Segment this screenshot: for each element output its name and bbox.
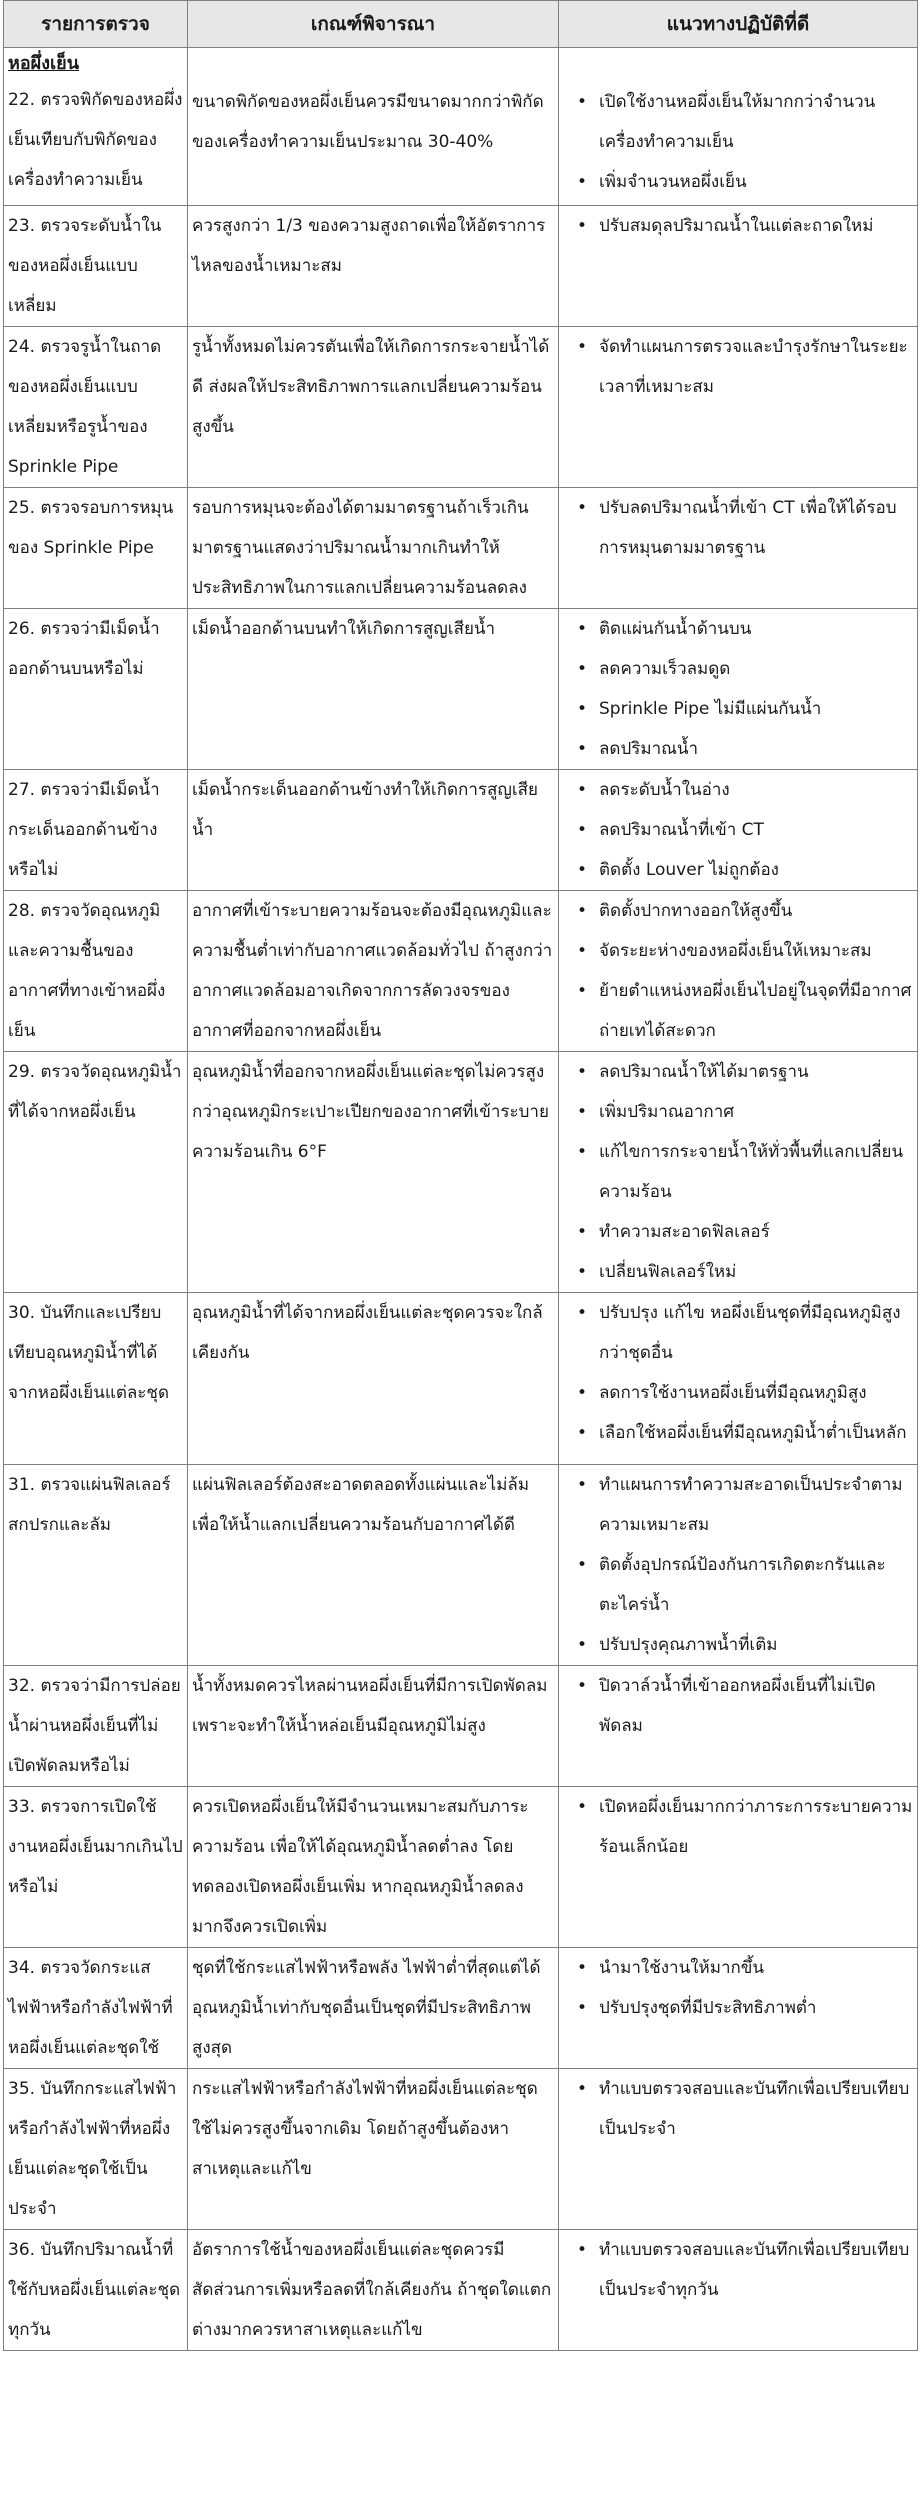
bullet-icon: • (577, 1383, 588, 1403)
good-practice-cell (559, 891, 918, 1052)
list-item (577, 891, 917, 931)
inspection-item-cell (4, 770, 188, 891)
inspection-item-text: 34. ตรวจวัดกระแสไฟฟ้าหรือกำลังไฟฟ้าที่หอผึ่งเย็นแต่ละชุดใช้ (8, 1958, 173, 2058)
bullet-icon: • (577, 1222, 588, 1242)
bullet-icon: • (577, 699, 588, 719)
inspection-item-cell (4, 1948, 188, 2069)
inspection-item-cell (4, 206, 188, 327)
good-practice-cell (559, 2230, 918, 2351)
good-practice-text: ปิดวาล์วน้ำที่เข้าออกหอผึ่งเย็นที่ไม่เปิดพัดลม (599, 1676, 876, 1736)
inspection-item-cell (4, 2230, 188, 2351)
good-practice-cell (559, 770, 918, 891)
inspection-item-cell (4, 488, 188, 609)
good-practice-list (559, 770, 917, 890)
good-practice-text: ปรับปรุงคุณภาพน้ำที่เติม (599, 1635, 778, 1655)
list-item (577, 327, 917, 407)
good-practice-cell (559, 609, 918, 770)
list-item (577, 1666, 917, 1746)
criteria-cell (188, 2230, 559, 2351)
criteria-cell (188, 770, 559, 891)
list-item (577, 488, 917, 568)
good-practice-cell (559, 206, 918, 327)
good-practice-text: ลดปริมาณน้ำให้ได้มาตรฐาน (599, 1062, 809, 1082)
table-body (4, 48, 918, 2351)
list-item (577, 1373, 917, 1413)
inspection-item-text: 36. บันทึกปริมาณน้ำที่ใช้กับหอผึ่งเย็นแต่ละชุดทุกวัน (8, 2240, 181, 2340)
criteria-cell (188, 1293, 559, 1465)
header-good-practice: แนวทางปฏิบัติที่ดี (559, 1, 918, 48)
inspection-item-text: 35. บันทึกกระแสไฟฟ้าหรือกำลังไฟฟ้าที่หอผึ่งเย็นแต่ละชุดใช้เป็นประจำ (8, 2079, 177, 2219)
bullet-icon: • (577, 1262, 588, 1282)
inspection-item-cell (4, 1293, 188, 1465)
list-item (577, 1988, 917, 2028)
criteria-text: อุณหภูมิน้ำที่ได้จากหอผึ่งเย็นแต่ละชุดควรจะใกล้เคียงกัน (192, 1303, 543, 1363)
good-practice-text: Sprinkle Pipe ไม่มีแผ่นกันน้ำ (599, 699, 822, 719)
criteria-cell (188, 48, 559, 206)
list-item (577, 850, 917, 890)
inspection-item-cell (4, 1787, 188, 1948)
criteria-text: อุณหภูมิน้ำที่ออกจากหอผึ่งเย็นแต่ละชุดไม่ควรสูงกว่าอุณหภูมิกระเปาะเปียกของอากาศที่เข้าระบายความร้อนเกิน 6°F (192, 1062, 549, 1162)
list-item (577, 1212, 917, 1252)
bullet-icon: • (577, 337, 588, 357)
list-item (577, 649, 917, 689)
inspection-item-text: 23. ตรวจระดับน้ำในของหอผึ่งเย็นแบบเหลี่ยม (8, 216, 162, 316)
good-practice-text: เพิ่มปริมาณอากาศ (599, 1102, 735, 1122)
criteria-text: อัตราการใช้น้ำของหอผึ่งเย็นแต่ละชุดควรมีสัดส่วนการเพิ่มหรือลดที่ใกล้เคียงกัน ถ้าชุดใดแตกต่างมากควรหาสาเหตุและแก้ไข (192, 2240, 552, 2340)
bullet-icon: • (577, 172, 588, 192)
header-inspection-item: รายการตรวจ (4, 1, 188, 48)
good-practice-list (559, 1465, 917, 1665)
table-row (4, 2069, 918, 2230)
criteria-cell (188, 1787, 559, 1948)
list-item (577, 1787, 917, 1867)
good-practice-text: เปิดหอผึ่งเย็นมากกว่าภาระการระบายความร้อนเล็กน้อย (599, 1797, 913, 1857)
list-item (577, 1293, 917, 1373)
table-header (4, 1, 918, 48)
criteria-cell (188, 2069, 559, 2230)
bullet-icon: • (577, 860, 588, 880)
bullet-icon: • (577, 1062, 588, 1082)
good-practice-text: ลดปริมาณน้ำที่เข้า CT (599, 820, 764, 840)
bullet-icon: • (577, 2240, 588, 2260)
bullet-icon: • (577, 2079, 588, 2099)
table-row (4, 1465, 918, 1666)
inspection-item-cell (4, 327, 188, 488)
inspection-item-cell (4, 48, 188, 206)
criteria-text: เม็ดน้ำออกด้านบนทำให้เกิดการสูญเสียน้ำ (192, 619, 496, 639)
bullet-icon: • (577, 1958, 588, 1978)
good-practice-text: ลดการใช้งานหอผึ่งเย็นที่มีอุณหภูมิสูง (599, 1383, 867, 1403)
inspection-item-text: 26. ตรวจว่ามีเม็ดน้ำออกด้านบนหรือไม่ (8, 619, 160, 679)
list-item (577, 2069, 917, 2149)
good-practice-list (559, 327, 917, 407)
good-practice-text: ติดแผ่นกันน้ำด้านบน (599, 619, 752, 639)
table-row (4, 2230, 918, 2351)
good-practice-text: จัดระยะห่างของหอผึ่งเย็นให้เหมาะสม (599, 941, 872, 961)
list-item (577, 609, 917, 649)
good-practice-cell (559, 2069, 918, 2230)
inspection-item-cell (4, 891, 188, 1052)
good-practice-text: ติดตั้ง Louver ไม่ถูกต้อง (599, 860, 779, 880)
criteria-text: แผ่นฟิลเลอร์ต้องสะอาดตลอดทั้งแผ่นและไม่ล้มเพื่อให้น้ำแลกเปลี่ยนความร้อนกับอากาศได้ดี (192, 1475, 530, 1535)
good-practice-text: ปรับลดปริมาณน้ำที่เข้า CT เพื่อให้ได้รอบการหมุนตามมาตรฐาน (599, 498, 897, 558)
bullet-icon: • (577, 780, 588, 800)
bullet-icon: • (577, 739, 588, 759)
criteria-text: ควรสูงกว่า 1/3 ของความสูงถาดเพื่อให้อัตราการไหลของน้ำเหมาะสม (192, 216, 546, 276)
good-practice-list (559, 82, 917, 202)
bullet-icon: • (577, 92, 588, 112)
bullet-icon: • (577, 1797, 588, 1817)
list-item (577, 206, 917, 246)
good-practice-text: เปลี่ยนฟิลเลอร์ใหม่ (599, 1262, 737, 1282)
bullet-icon: • (577, 1102, 588, 1122)
list-item (577, 971, 917, 1051)
good-practice-text: ทำแบบตรวจสอบและบันทึกเพื่อเปรียบเทียบเป็นประจำทุกวัน (599, 2240, 910, 2300)
list-item (577, 689, 917, 729)
good-practice-text: ปรับปรุงชุดที่มีประสิทธิภาพต่ำ (599, 1998, 817, 2018)
inspection-item-cell (4, 1465, 188, 1666)
list-item (577, 1092, 917, 1132)
list-item (577, 162, 917, 202)
table-row (4, 1293, 918, 1465)
list-item (577, 1948, 917, 1988)
good-practice-list (559, 1666, 917, 1746)
good-practice-text: ปรับสมดุลปริมาณน้ำในแต่ละถาดใหม่ (599, 216, 874, 236)
criteria-cell (188, 206, 559, 327)
good-practice-text: จัดทำแผนการตรวจและบำรุงรักษาในระยะเวลาที่เหมาะสม (599, 337, 908, 397)
table-row (4, 327, 918, 488)
criteria-cell (188, 1666, 559, 1787)
bullet-icon: • (577, 1635, 588, 1655)
inspection-item-text: 22. ตรวจพิกัดของหอผึ่งเย็นเทียบกับพิกัดของเครื่องทำความเย็น (8, 90, 183, 190)
bullet-icon: • (577, 901, 588, 921)
list-item (577, 931, 917, 971)
good-practice-text: นำมาใช้งานให้มากขึ้น (599, 1958, 765, 1978)
criteria-cell (188, 327, 559, 488)
table-row (4, 48, 918, 206)
table-row (4, 1666, 918, 1787)
table-row (4, 1052, 918, 1293)
good-practice-text: ทำแบบตรวจสอบและบันทึกเพื่อเปรียบเทียบเป็นประจำ (599, 2079, 910, 2139)
criteria-text: รอบการหมุนจะต้องได้ตามมาตรฐานถ้าเร็วเกินมาตรฐานแสดงว่าปริมาณน้ำมากเกินทำให้ประสิทธิภาพในการแลกเปลี่ยนความร้อนลดลง (192, 498, 529, 598)
good-practice-text: ติดตั้งอุปกรณ์ป้องกันการเกิดตะกรันและตะไคร่น้ำ (599, 1555, 886, 1615)
bullet-icon: • (577, 941, 588, 961)
bullet-icon: • (577, 1555, 588, 1575)
table-row (4, 206, 918, 327)
inspection-item-cell (4, 1052, 188, 1293)
inspection-item-text: 29. ตรวจวัดอุณหภูมิน้ำที่ได้จากหอผึ่งเย็น (8, 1062, 182, 1122)
good-practice-text: แก้ไขการกระจายน้ำให้ทั่วพื้นที่แลกเปลี่ยนความร้อน (599, 1142, 904, 1202)
good-practice-list (559, 206, 917, 246)
good-practice-list (559, 609, 917, 769)
criteria-text: ขนาดพิกัดของหอผึ่งเย็นควรมีขนาดมากกว่าพิกัดของเครื่องทำความเย็นประมาณ 30-40% (192, 92, 544, 152)
bullet-icon: • (577, 1303, 588, 1323)
table-row (4, 770, 918, 891)
inspection-item-text: 25. ตรวจรอบการหมุนของ Sprinkle Pipe (8, 498, 174, 558)
good-practice-text: เพิ่มจำนวนหอผึ่งเย็น (599, 172, 747, 192)
inspection-item-text: 27. ตรวจว่ามีเม็ดน้ำกระเด็นออกด้านข้างหรือไม่ (8, 780, 160, 880)
good-practice-list (559, 1052, 917, 1292)
bullet-icon: • (577, 1423, 588, 1443)
criteria-cell (188, 1465, 559, 1666)
good-practice-text: ติดตั้งปากทางออกให้สูงขึ้น (599, 901, 793, 921)
bullet-icon: • (577, 619, 588, 639)
criteria-text: ชุดที่ใช้กระแสไฟฟ้าหรือพลัง ไฟฟ้าต่ำที่สุดแต่ได้อุณหภูมิน้ำเท่ากับชุดอื่นเป็นชุดที่มีประสิทธิภาพสูงสุด (192, 1958, 541, 2058)
good-practice-text: ปรับปรุง แก้ไข หอผึ่งเย็นชุดที่มีอุณหภูมิสูงกว่าชุดอื่น (599, 1303, 901, 1363)
inspection-item-text: 28. ตรวจวัดอุณหภูมิและความชื้นของอากาศที่ทางเข้าหอผึ่งเย็น (8, 901, 166, 1041)
section-title: หอผึ่งเย็น (8, 53, 80, 74)
list-item (577, 2230, 917, 2310)
good-practice-cell (559, 488, 918, 609)
good-practice-cell (559, 1948, 918, 2069)
good-practice-list (559, 1948, 917, 2028)
inspection-table (3, 0, 918, 2351)
inspection-item-text: 31. ตรวจแผ่นฟิลเลอร์สกปรกและลัม (8, 1475, 171, 1535)
good-practice-cell (559, 327, 918, 488)
table-row (4, 609, 918, 770)
good-practice-text: เลือกใช้หอผึ่งเย็นที่มีอุณหภูมิน้ำต่ำเป็นหลัก (599, 1423, 907, 1443)
list-item (577, 770, 917, 810)
good-practice-list (559, 488, 917, 568)
table-row (4, 488, 918, 609)
criteria-cell (188, 1052, 559, 1293)
list-item (577, 82, 917, 162)
criteria-text: อากาศที่เข้าระบายความร้อนจะต้องมีอุณหภูมิและความชื้นต่ำเท่ากับอากาศแวดล้อมทั่วไป ถ้าสูงกว่าอากาศแวดล้อมอาจเกิดจากการลัดวงจรของอากาศที่ออกจากหอผึ่งเย็น (192, 901, 553, 1041)
list-item (577, 1625, 917, 1665)
good-practice-list (559, 1293, 917, 1453)
good-practice-list (559, 891, 917, 1051)
bullet-icon: • (577, 1998, 588, 2018)
bullet-icon: • (577, 498, 588, 518)
table-row (4, 1787, 918, 1948)
criteria-text: กระแสไฟฟ้าหรือกำลังไฟฟ้าที่หอผึ่งเย็นแต่ละชุดใช้ไม่ควรสูงขึ้นจากเดิม โดยถ้าสูงขึ้นต้องหาสาเหตุและแก้ไข (192, 2079, 538, 2179)
good-practice-text: เปิดใช้งานหอผึ่งเย็นให้มากกว่าจำนวนเครื่องทำความเย็น (599, 92, 876, 152)
criteria-text: รูน้ำทั้งหมดไม่ควรตันเพื่อให้เกิดการกระจายน้ำได้ดี ส่งผลให้ประสิทธิภาพการแลกเปลี่ยนความร้อนสูงขึ้น (192, 337, 550, 437)
inspection-item-text: 30. บันทึกและเปรียบเทียบอุณหภูมิน้ำที่ได้จากหอผึ่งเย็นแต่ละชุด (8, 1303, 169, 1403)
list-item (577, 1545, 917, 1625)
bullet-icon: • (577, 216, 588, 236)
good-practice-text: ย้ายตำแหน่งหอผึ่งเย็นไปอยู่ในจุดที่มีอากาศถ่ายเทได้สะดวก (599, 981, 912, 1041)
bullet-icon: • (577, 981, 588, 1001)
good-practice-cell (559, 1293, 918, 1465)
bullet-icon: • (577, 1676, 588, 1696)
list-item (577, 1465, 917, 1545)
good-practice-cell (559, 1052, 918, 1293)
list-item (577, 1252, 917, 1292)
bullet-icon: • (577, 820, 588, 840)
list-item (577, 1132, 917, 1212)
good-practice-text: ลดปริมาณน้ำ (599, 739, 699, 759)
bullet-icon: • (577, 659, 588, 679)
list-item (577, 1413, 917, 1453)
good-practice-list (559, 1787, 917, 1867)
table-row (4, 1948, 918, 2069)
good-practice-list (559, 2069, 917, 2149)
header-criteria: เกณฑ์พิจารณา (188, 1, 559, 48)
list-item (577, 1052, 917, 1092)
criteria-cell (188, 891, 559, 1052)
inspection-item-cell (4, 609, 188, 770)
inspection-item-text: 33. ตรวจการเปิดใช้งานหอผึ่งเย็นมากเกินไปหรือไม่ (8, 1797, 183, 1897)
criteria-cell (188, 609, 559, 770)
bullet-icon: • (577, 1475, 588, 1495)
list-item (577, 729, 917, 769)
good-practice-cell (559, 1666, 918, 1787)
criteria-text: ควรเปิดหอผึ่งเย็นให้มีจำนวนเหมาะสมกับภาระความร้อน เพื่อให้ได้อุณหภูมิน้ำลดต่ำลง โดยทดลองเปิดหอผึ่งเย็นเพิ่ม หากอุณหภูมิน้ำลดลงมากจึงควรเปิดเพิ่ม (192, 1797, 529, 1937)
criteria-cell (188, 1948, 559, 2069)
inspection-item-text: 24. ตรวจรูน้ำในถาดของหอผึ่งเย็นแบบเหลี่ยมหรือรูน้ำของ Sprinkle Pipe (8, 337, 162, 477)
criteria-text: เม็ดน้ำกระเด็นออกด้านข้างทำให้เกิดการสูญเสียน้ำ (192, 780, 539, 840)
good-practice-cell (559, 48, 918, 206)
good-practice-text: ลดความเร็วลมดูด (599, 659, 731, 679)
bullet-icon: • (577, 1142, 588, 1162)
good-practice-text: ทำความสะอาดฟิลเลอร์ (599, 1222, 770, 1242)
good-practice-list (559, 2230, 917, 2310)
good-practice-cell (559, 1465, 918, 1666)
header-row (4, 1, 918, 48)
criteria-text: น้ำทั้งหมดควรไหลผ่านหอผึ่งเย็นที่มีการเปิดพัดลม เพราะจะทำให้น้ำหล่อเย็นมีอุณหภูมิไม่สูง (192, 1676, 548, 1736)
table-row (4, 891, 918, 1052)
good-practice-text: ทำแผนการทำความสะอาดเป็นประจำตามความเหมาะสม (599, 1475, 903, 1535)
inspection-item-cell (4, 1666, 188, 1787)
inspection-item-text: 32. ตรวจว่ามีการปล่อยน้ำผ่านหอผึ่งเย็นที่ไม่เปิดพัดลมหรือไม่ (8, 1676, 181, 1776)
good-practice-text: ลดระดับน้ำในอ่าง (599, 780, 730, 800)
list-item (577, 810, 917, 850)
inspection-item-cell (4, 2069, 188, 2230)
good-practice-cell (559, 1787, 918, 1948)
criteria-cell (188, 488, 559, 609)
